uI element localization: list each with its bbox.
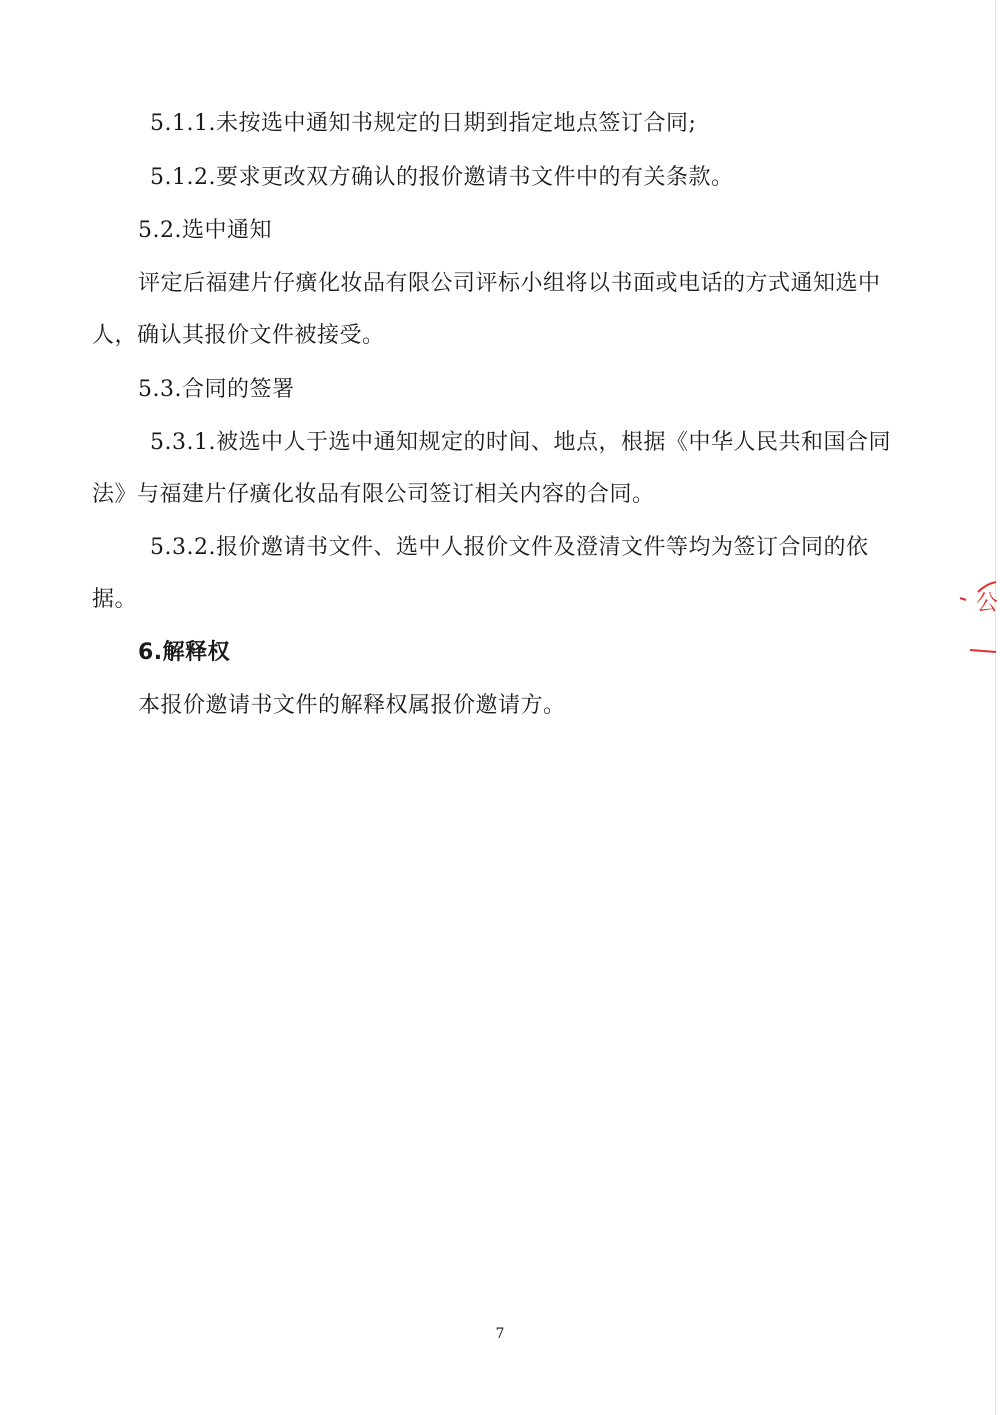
clause-5-2-body: 评定后福建片仔癀化妆品有限公司评标小组将以书面或电话的方式通知选中人，确认其报价文件被接受。 (92, 271, 881, 348)
page-number: 7 (495, 1326, 505, 1342)
clause-5-3-2: 5.3.2.报价邀请书文件、选中人报价文件及澄清文件等均为签订合同的依据。 (92, 535, 869, 612)
svg-text:公: 公 (976, 591, 998, 616)
heading-5-3: 5.3.合同的签署 (138, 377, 295, 402)
clause-5-1-1: 5.1.1.未按选中通知书规定的日期到指定地点签订合同; (150, 111, 697, 136)
heading-section-6: 6.解释权 (138, 640, 231, 665)
heading-5-2: 5.2.选中通知 (138, 218, 272, 243)
section-6-body: 本报价邀请书文件的解释权属报价邀请方。 (138, 693, 566, 718)
company-seal-fragment (956, 578, 998, 658)
page-edge (995, 0, 996, 1415)
clause-5-1-2: 5.1.2.要求更改双方确认的报价邀请书文件中的有关条款。 (150, 165, 734, 190)
clause-5-3-1: 5.3.1.被选中人于选中通知规定的时间、地点，根据《中华人民共和国合同法》与福建片仔癀化妆品有限公司签订相关内容的合同。 (92, 430, 891, 507)
